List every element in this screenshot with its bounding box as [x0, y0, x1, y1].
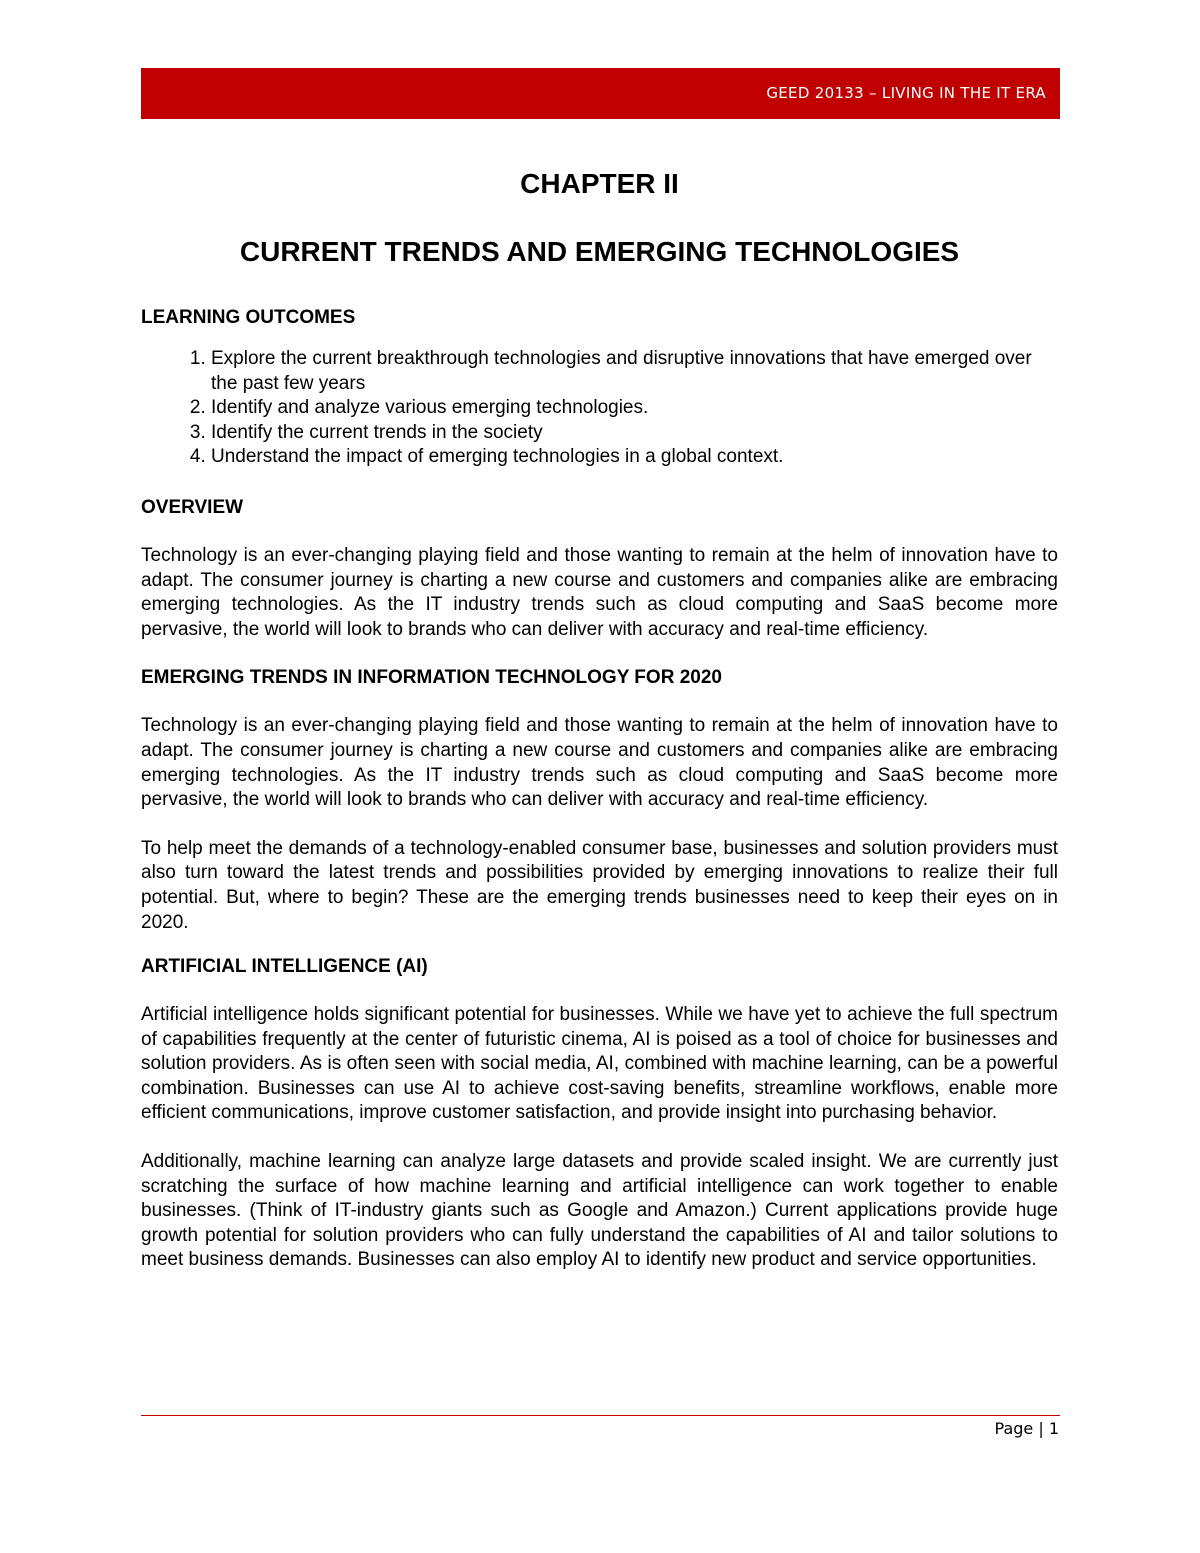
ai-paragraph-1: Artificial intelligence holds significant potential for businesses. While we have yet to achieve the full spectrum of capabilities frequently at the center of futuristic cinema, AI is poised as a tool of choice for businesses and solution providers. As is often seen with social media, AI, combined with machine learning, can be a powerful combination. Businesses can use AI to achieve cost-saving benefits, streamline workflows, enable more efficient communications, improve customer satisfaction, and provide insight into purchasing behavior. — [141, 1004, 1058, 1124]
emerging-trends-heading: EMERGING TRENDS IN INFORMATION TECHNOLOGY FOR 2020 — [141, 667, 722, 689]
learning-outcomes-heading: LEARNING OUTCOMES — [141, 307, 356, 328]
page-number: Page | 1 — [994, 1419, 1059, 1438]
learning-outcomes-list — [141, 347, 1058, 470]
ai-paragraph-2: Additionally, machine learning can analyze large datasets and provide scaled insight. We are currently just scratching the surface of how machine learning and artificial intelligence can work together to enable businesses. (Think of IT-industry giants such as Google and Amazon.) Current applications provide huge growth potential for solution providers who can fully understand the capabilities of AI and tailor solutions to meet business demands. Businesses can also employ AI to identify new product and service opportunities. — [141, 1151, 1058, 1271]
overview-paragraph: Technology is an ever-changing playing field and those wanting to remain at the helm of innovation have to adapt. The consumer journey is charting a new course and customers and companies alike are embracing emerging technologies. As the IT industry trends such as cloud computing and SaaS become more pervasive, the world will look to brands who can deliver with accuracy and real-time efficiency. — [141, 544, 1058, 640]
page-content — [141, 162, 1058, 1273]
chapter-label: CHAPTER II — [520, 168, 679, 199]
overview-heading: OVERVIEW — [141, 496, 244, 518]
header-bar — [141, 68, 1060, 119]
list-item: 1. Explore the current breakthrough technologies and disruptive innovations that have emerged over the past few years — [211, 347, 1058, 396]
list-item: 3. Identify the current trends in the society — [211, 421, 1058, 446]
course-title: GEED 20133 – LIVING IN THE IT ERA — [766, 84, 1046, 102]
emerging-trends-paragraph-2: To help meet the demands of a technology-enabled consumer base, businesses and solution providers must also turn toward the latest trends and possibilities provided by emerging innovations to realize their full potential. But, where to begin? These are the emerging trends businesses need to keep their eyes on in 2020. — [141, 837, 1058, 933]
footer-divider — [141, 1415, 1060, 1416]
ai-heading: ARTIFICIAL INTELLIGENCE (AI) — [141, 956, 428, 978]
chapter-title: CURRENT TRENDS AND EMERGING TECHNOLOGIES — [239, 236, 960, 267]
list-item: 4. Understand the impact of emerging technologies in a global context. — [211, 445, 1058, 470]
list-item: 2. Identify and analyze various emerging technologies. — [211, 396, 1058, 421]
emerging-trends-paragraph-1: Technology is an ever-changing playing field and those wanting to remain at the helm of innovation have to adapt. The consumer journey is charting a new course and customers and companies alike are embracing emerging technologies. As the IT industry trends such as cloud computing and SaaS become more pervasive, the world will look to brands who can deliver with accuracy and real-time efficiency. — [141, 715, 1058, 811]
